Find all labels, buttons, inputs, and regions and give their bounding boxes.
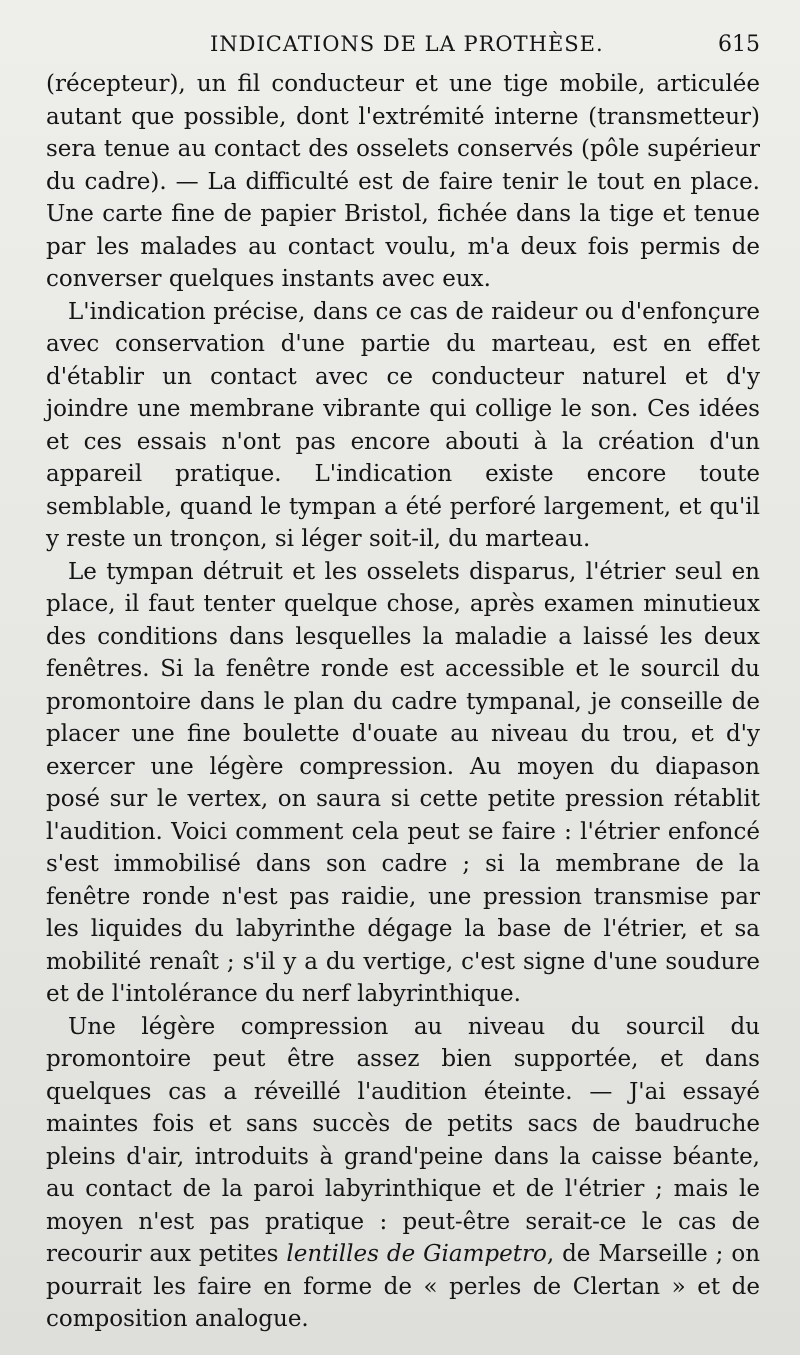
page-number: 615 (718, 32, 760, 57)
paragraph: L'indication précise, dans ce cas de raideur ou d'enfonçure avec conservation d'une partie du marteau, est en effet d'établir un contact avec ce conducteur naturel et d'y joindre une membrane vibrante qui collige le son. Ces idées et ces essais n'ont pas encore abouti à la création d'un appareil pratique. L'indication existe encore toute semblable, quand le tympan a été perforé largement, et qu'il y reste un tronçon, si léger soit-il, du marteau. (46, 298, 760, 552)
italic-reference: lentilles de Giampetro (286, 1241, 547, 1267)
paragraph-text: Une légère compression au niveau du sourcil du promontoire peut être assez bien supportée, et dans quelques cas a réveillé l'audition éteinte. — J'ai essayé maintes fois et sans succès de petits sacs de baudruche pleins d'air, introduits à grand'peine dans la caisse béante, au contact de la paroi labyrinthique et de l'étrier ; mais le moyen n'est pas pratique : peut-être serait-ce le cas de recourir aux petites (46, 1013, 760, 1267)
paragraph (46, 1011, 760, 1336)
paragraph: Le tympan détruit et les osselets disparus, l'étrier seul en place, il faut tenter quelque chose, après examen minutieux des conditions dans lesquelles la maladie a laissé les deux fenêtres. Si la fenêtre ronde est accessible et le sourcil du promontoire dans le plan du cadre tympanal, je conseille de placer une fine boulette d'ouate au niveau du trou, et d'y exercer une légère compression. Au moyen du diapason posé sur le vertex, on saura si cette petite pression rétablit l'audition. Voici comment cela peut se faire : l'étrier enfoncé s'est immobilisé dans son cadre ; si la membrane de la fenêtre ronde n'est pas raidie, une pression transmise par les liquides du labyrinthe dégage la base de l'étrier, et sa mobilité renaît ; s'il y a du vertige, c'est signe d'une soudure et de l'intolérance du nerf labyrinthique. (46, 558, 760, 1007)
running-head: INDICATIONS DE LA PROTHÈSE. (210, 32, 604, 56)
paragraph: (récepteur), un fil conducteur et une tige mobile, articulée autant que possible, dont l'extrémité interne (transmetteur) sera tenue au contact des osselets conservés (pôle supérieur du cadre). — La difficulté est de faire tenir le tout en place. Une carte fine de papier Bristol, fichée dans la tige et tenue par les malades au contact voulu, m'a deux fois permis de converser quelques instants avec eux. (46, 71, 760, 292)
body-text (46, 68, 760, 1336)
paragraph-text: , de Marseille ; on pourrait les faire en forme de « perles de Clertan » et de composition analogue. (46, 1241, 761, 1332)
page-header (46, 22, 760, 68)
